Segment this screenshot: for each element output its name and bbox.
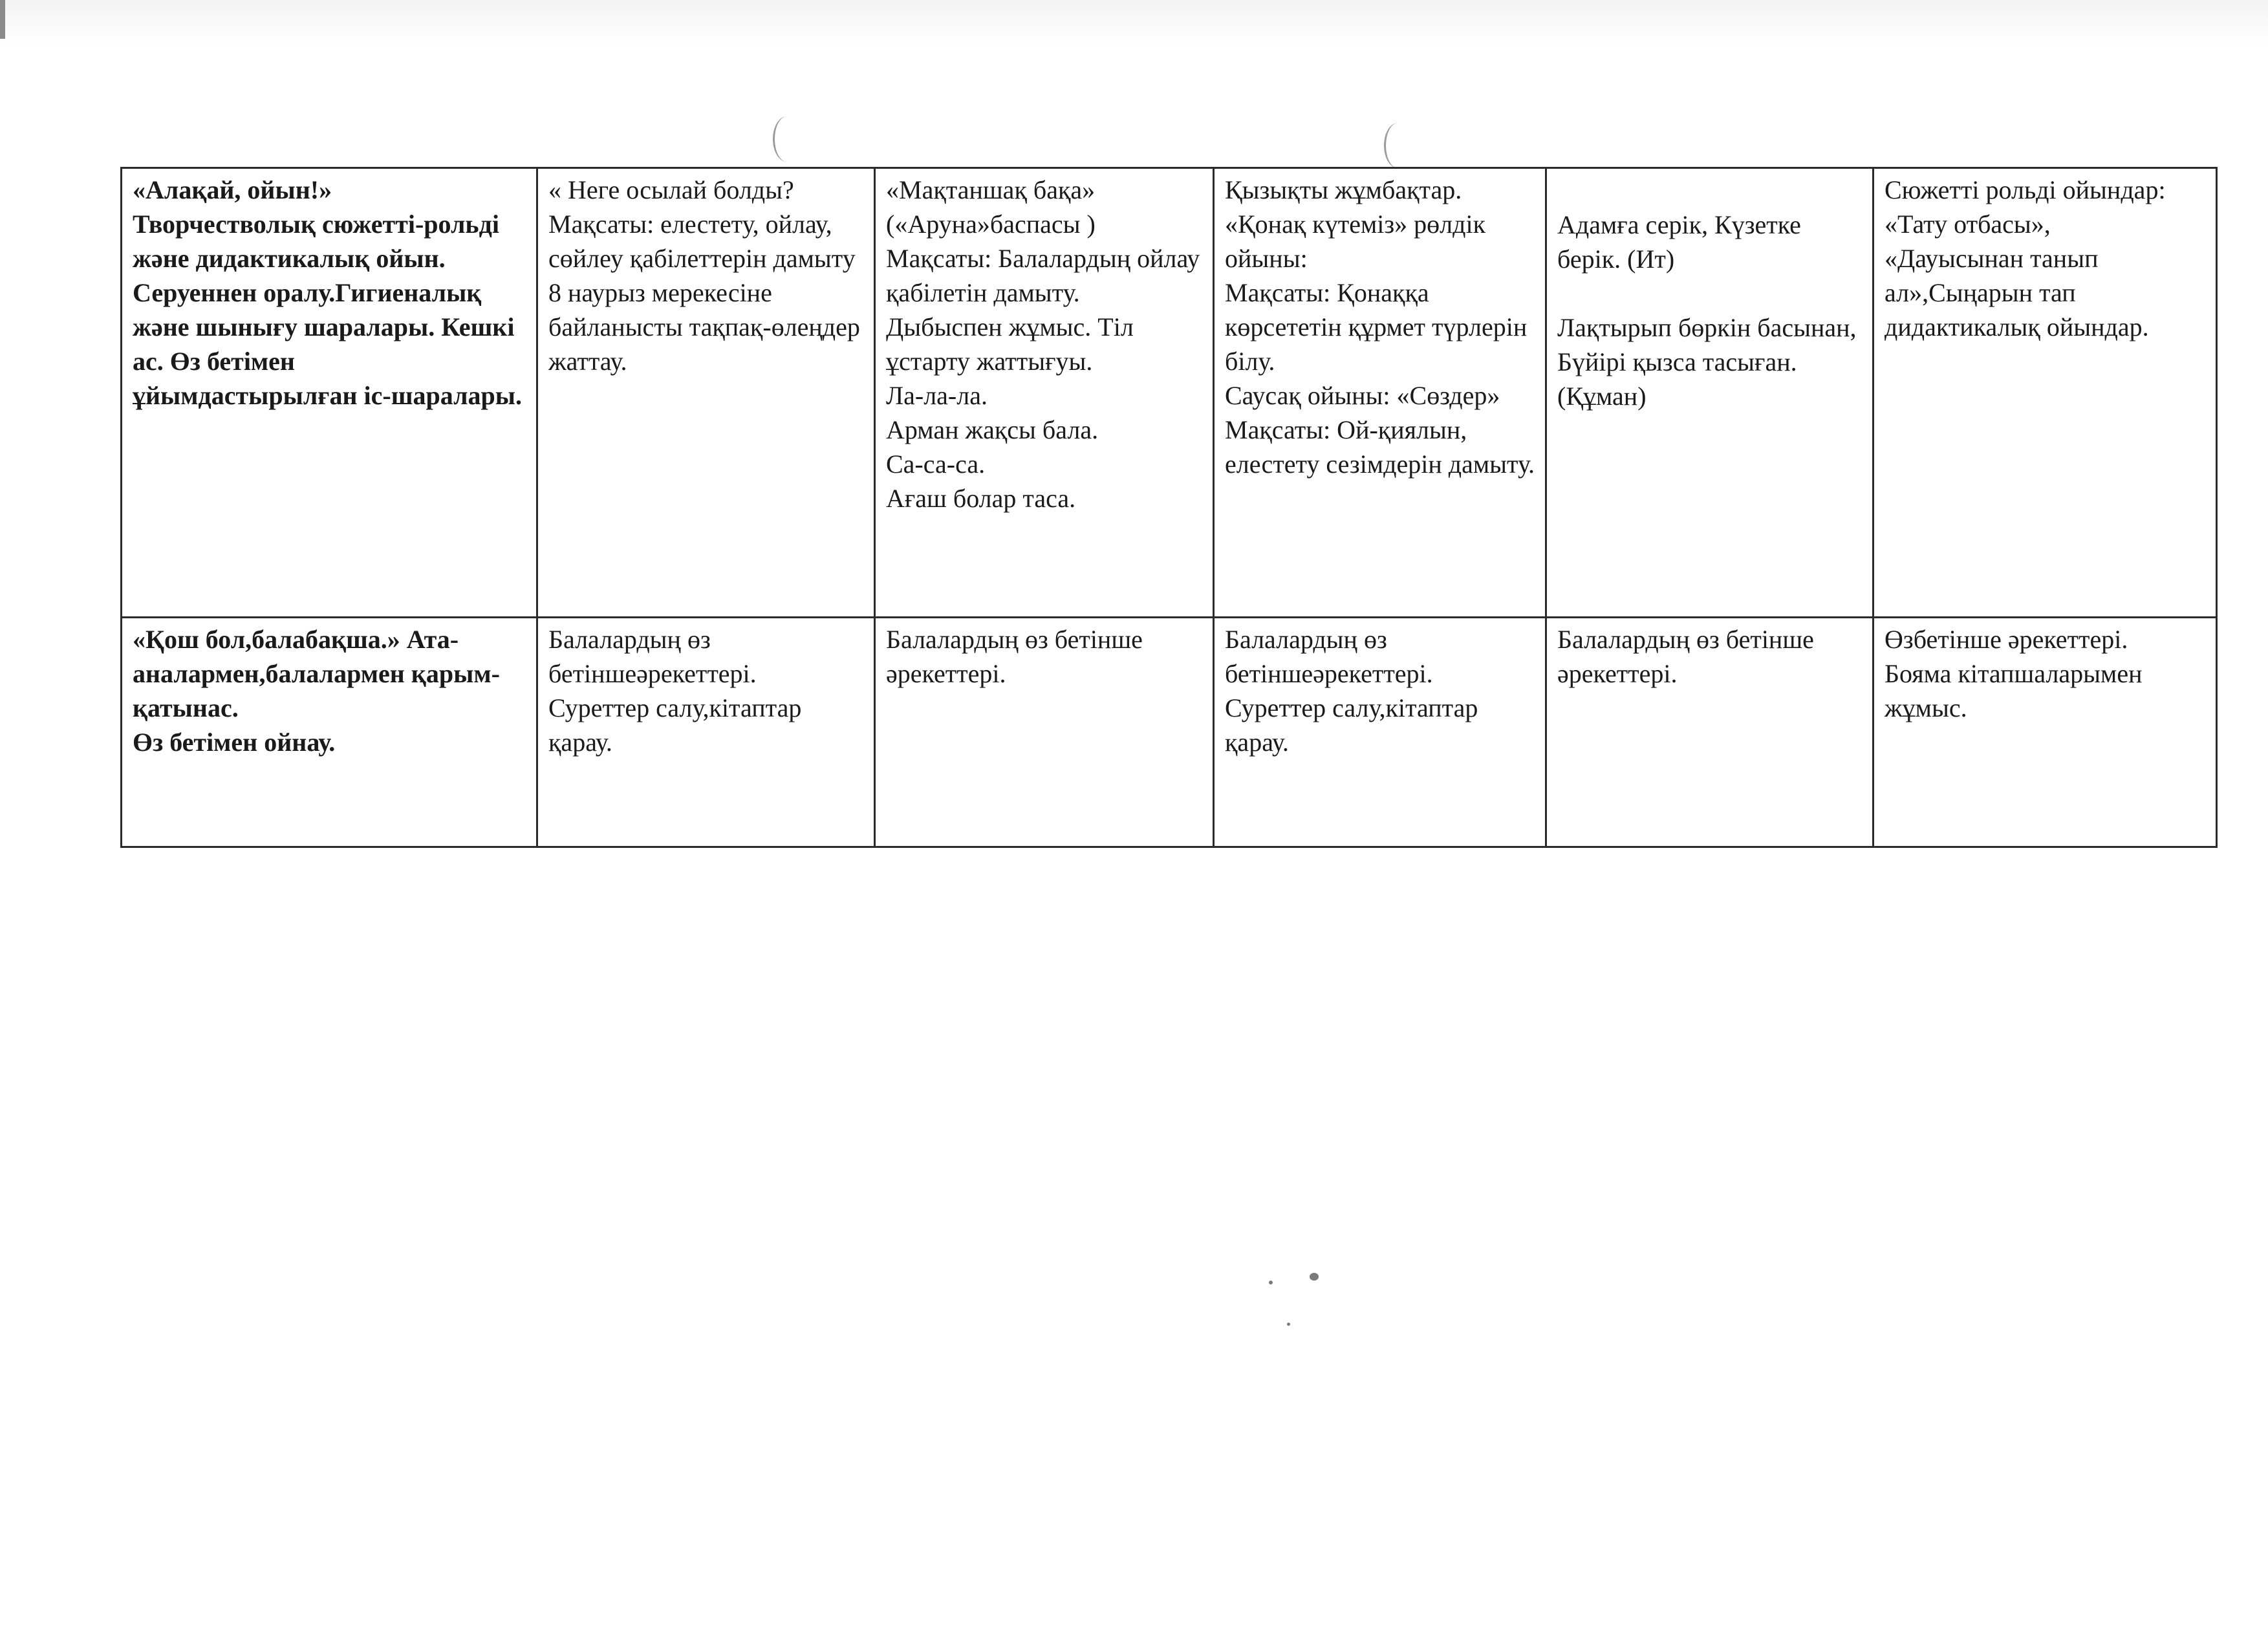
table-cell: Адамға серік, Күзетке берік. (Ит) Лақтырып бөркін басынан, Бүйірі қызса тасыған. (Құман) [1546, 168, 1874, 618]
table-cell: Балалардың өз бетіншеәрекеттері. Суреттер салу,кітаптар қарау. [537, 618, 875, 847]
table-cell: Қызықты жұмбақтар. «Қонақ күтеміз» рөлдік ойыны: Мақсаты: Қонаққа көрсететін құрмет түрлерін білу. Саусақ ойыны: «Сөздер» Мақсаты: Ой-қиялын, елестету сезімдерін дамыту. [1214, 168, 1546, 618]
table-cell: Сюжетті рольді ойындар: «Тату отбасы», «Дауысынан танып ал»,Сыңарын тап дидактикалық ойындар. [1874, 168, 2217, 618]
punch-mark-left [773, 116, 801, 162]
scan-left-mark [0, 0, 5, 39]
table-cell: « Неге осылай болды? Мақсаты: елестету, ойлау, сөйлеу қабілеттерін дамыту 8 наурыз мерекесіне байланысты тақпақ-өлеңдер жаттау. [537, 168, 875, 618]
row-label-cell: «Қош бол,балабақша.» Ата-аналармен,балалармен қарым-қатынас. Өз бетімен ойнау. [122, 618, 537, 847]
table-cell: «Мақтаншақ бақа» («Аруна»баспасы ) Мақсаты: Балалардың ойлау қабілетін дамыту. Дыбыспен жұмыс. Тіл ұстарту жаттығуы. Ла-ла-ла. Арман жақсы бала. Са-са-са. Ағаш болар таса. [875, 168, 1214, 618]
scan-speck [1287, 1323, 1290, 1326]
table-cell: Өзбетінше әрекеттері. Бояма кітапшаларымен жұмыс. [1874, 618, 2217, 847]
scan-speck [1269, 1281, 1273, 1284]
table-row [122, 618, 2217, 847]
scan-top-edge [0, 0, 2268, 45]
table-cell: Балалардың өз бетіншеәрекеттері. Суреттер салу,кітаптар қарау. [1214, 618, 1546, 847]
row-label-cell: «Алақай, ойын!» Творчестволық сюжетті-рольді және дидактикалық ойын. Серуеннен оралу.Гигиеналық және шынығу шаралары. Кешкі ас. Өз бетімен ұйымдастырылған іс-шаралары. [122, 168, 537, 618]
punch-mark-right [1384, 123, 1412, 168]
table-cell: Балалардың өз бетінше әрекеттері. [1546, 618, 1874, 847]
table-row [122, 168, 2217, 618]
table-cell: Балалардың өз бетінше әрекеттері. [875, 618, 1214, 847]
scan-speck [1310, 1273, 1319, 1281]
activity-plan-table [120, 167, 2218, 848]
